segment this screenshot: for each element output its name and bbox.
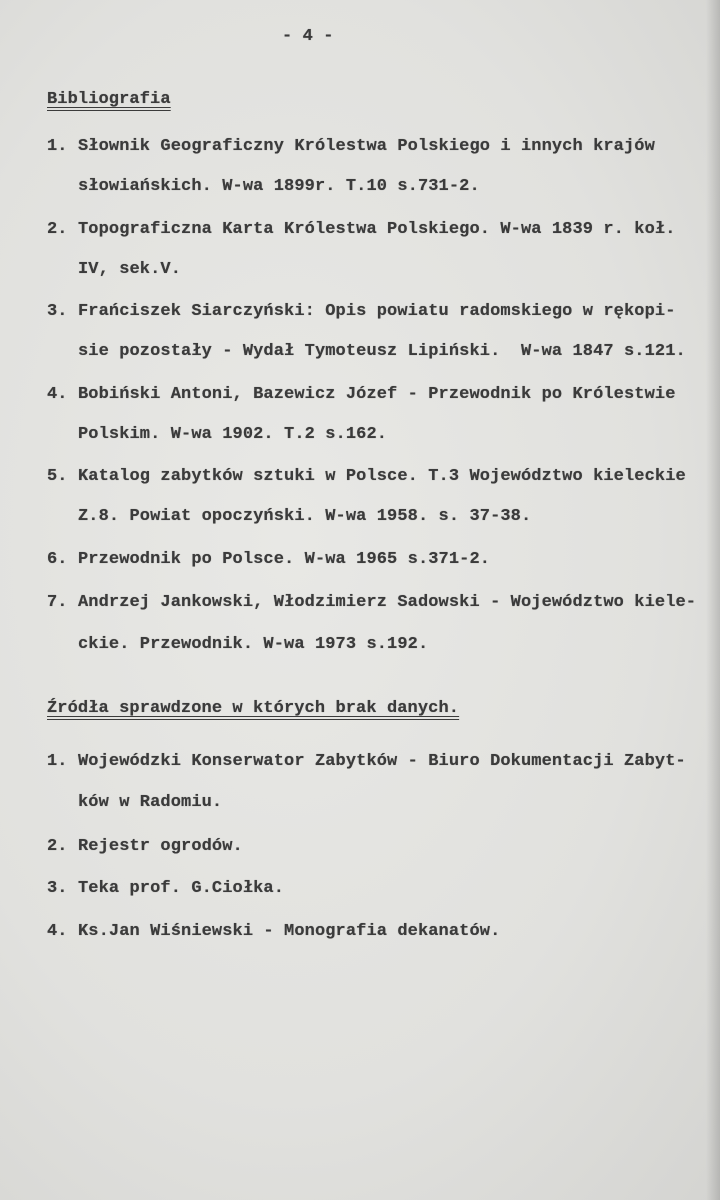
list-item-text: Topograficzna Karta Królestwa Polskiego. W-wa 1839 r. koł. [78, 220, 676, 239]
list-item-number: 2. [47, 837, 68, 856]
list-item-text: Polskim. W-wa 1902. T.2 s.162. [78, 425, 388, 444]
list-item-text: IV, sek.V. [78, 260, 182, 279]
list-item-number: 5. [47, 467, 68, 486]
list-item-number: 7. [47, 593, 68, 612]
list-item-text: Ks.Jan Wiśniewski - Monografia dekanatów. [78, 922, 501, 941]
list-item-number: 3. [47, 879, 68, 898]
list-item-number: 6. [47, 550, 68, 569]
list-item-text: Katalog zabytków sztuki w Polsce. T.3 Województwo kieleckie [78, 467, 686, 486]
section-heading: Bibliografia [47, 90, 171, 109]
list-item-number: 4. [47, 385, 68, 404]
list-item-text: Rejestr ogrodów. [78, 837, 243, 856]
list-item-text: ckie. Przewodnik. W-wa 1973 s.192. [78, 635, 429, 654]
list-item-text: ków w Radomiu. [78, 793, 223, 812]
list-item-text: Z.8. Powiat opoczyński. W-wa 1958. s. 37-38. [78, 507, 532, 526]
list-item-number: 1. [47, 137, 68, 156]
list-item-text: Frańciszek Siarczyński: Opis powiatu radomskiego w rękopi- [78, 302, 676, 321]
list-item-text: Andrzej Jankowski, Włodzimierz Sadowski - Województwo kiele- [78, 593, 697, 612]
page-edge-shadow [706, 0, 720, 1200]
list-item-number: 1. [47, 752, 68, 771]
list-item-number: 3. [47, 302, 68, 321]
list-item-number: 4. [47, 922, 68, 941]
page-number: - 4 - [282, 27, 334, 46]
list-item-text: słowiańskich. W-wa 1899r. T.10 s.731-2. [78, 177, 480, 196]
list-item-number: 2. [47, 220, 68, 239]
list-item-text: Przewodnik po Polsce. W-wa 1965 s.371-2. [78, 550, 491, 569]
list-item-text: Teka prof. G.Ciołka. [78, 879, 285, 898]
list-item-text: Słownik Geograficzny Królestwa Polskiego i innych krajów [78, 137, 655, 156]
list-item-text: sie pozostały - Wydał Tymoteusz Lipiński. W-wa 1847 s.121. [78, 342, 686, 361]
list-item-text: Bobiński Antoni, Bazewicz Józef - Przewodnik po Królestwie [78, 385, 676, 404]
list-item-text: Wojewódzki Konserwator Zabytków - Biuro Dokumentacji Zabyt- [78, 752, 686, 771]
section-heading: Źródła sprawdzone w których brak danych. [47, 699, 460, 718]
